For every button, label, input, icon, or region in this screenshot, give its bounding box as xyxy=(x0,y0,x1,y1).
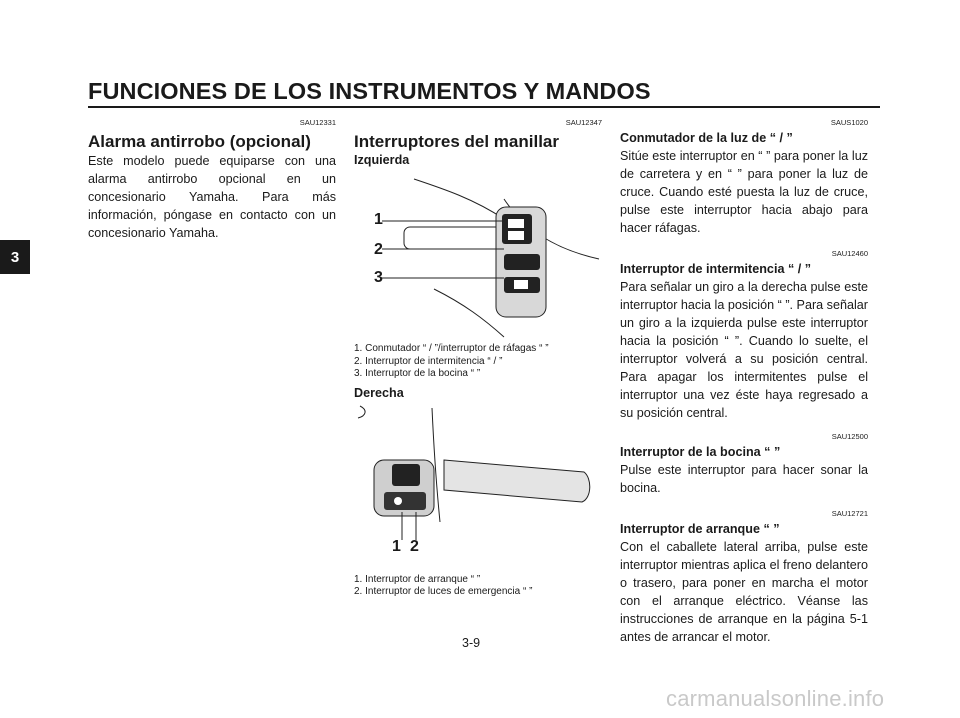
right-switch-figure xyxy=(354,402,602,574)
light-body-text: Sitúe este interruptor en “ ” para poner la luz de carretera y en “ ” para poner la luz de cruce. Cuando esté puesta la luz de cruce, pulse este interruptor hacia abajo para hacer ráfagas. xyxy=(620,149,868,235)
section-code: SAU12721 xyxy=(831,509,868,518)
figure-callout-1: 1 xyxy=(392,537,401,555)
header-divider xyxy=(88,106,880,108)
section-heading-light: Conmutador de la luz de “ / ” xyxy=(620,131,793,145)
section-heading-horn: Interruptor de la bocina “ ” xyxy=(620,445,781,459)
left-switch-figure xyxy=(354,169,602,339)
page-header-title: FUNCIONES DE LOS INSTRUMENTOS Y MANDOS xyxy=(88,78,651,104)
figure-callout-2: 2 xyxy=(374,241,383,258)
right-figure-captions xyxy=(354,574,602,599)
section-code: SAU12460 xyxy=(831,249,868,258)
subheading-right: Derecha xyxy=(354,385,404,400)
start-body-text: Con el caballete lateral arriba, pulse este interruptor mientras aplica el freno delantero o trasero, para poner en marcha el motor con el arranque eléctrico. Véanse las instrucciones de arranque en la página 5-1 antes de arrancar el motor. xyxy=(620,540,868,644)
middle-column xyxy=(354,118,602,599)
watermark: carmanualsonline.info xyxy=(666,686,885,711)
section-code: SAU12500 xyxy=(831,432,868,441)
subheading-left: Izquierda xyxy=(354,153,410,167)
figure-callout-2: 2 xyxy=(410,537,419,555)
caption-item: 1. Interruptor de arranque “ ” xyxy=(354,573,481,585)
section-heading-alarm: Alarma antirrobo (opcional) xyxy=(88,132,311,151)
caption-item: 2. Interruptor de intermitencia “ / ” xyxy=(354,355,503,367)
caption-item: 1. Conmutador “ / ”/interruptor de ráfagas “ ” xyxy=(354,343,549,354)
left-column xyxy=(88,118,336,242)
section-code: SAU12331 xyxy=(299,118,336,127)
section-code: SAU12347 xyxy=(565,118,602,127)
page-number: 3-9 xyxy=(462,636,481,650)
caption-item: 3. Interruptor de la bocina “ ” xyxy=(354,368,481,379)
alarm-body-text: Este modelo puede equiparse con una alarma antirrobo opcional en un concesionario Yamaha. Para más información, póngase en contacto con un concesionario Yamaha. xyxy=(88,154,336,240)
horn-body-text: Pulse este interruptor para hacer sonar la bocina. xyxy=(620,463,868,495)
section-code: SAUS1020 xyxy=(830,118,868,127)
right-column xyxy=(620,118,868,646)
left-figure-captions xyxy=(354,343,602,381)
turn-body-text: Para señalar un giro a la derecha pulse este interruptor hacia la posición “ ”. Para señalar un giro a la izquierda pulse este interruptor hacia la posición “ ”. Cuando lo suelte, el interruptor volverá a su posición central. Para apagar los intermitentes pulse el interruptor una vez éste haya regresado a su posición central. xyxy=(620,280,868,420)
section-heading-turn: Interruptor de intermitencia “ / ” xyxy=(620,262,812,276)
figure-callout-3: 3 xyxy=(374,269,383,286)
chapter-tab[interactable]: 3 xyxy=(0,240,30,274)
section-heading-handlebar: Interruptores del manillar xyxy=(354,132,559,151)
caption-item: 2. Interruptor de luces de emergencia “ ” xyxy=(354,586,533,597)
figure-callout-1: 1 xyxy=(374,211,383,228)
section-heading-start: Interruptor de arranque “ ” xyxy=(620,522,780,536)
